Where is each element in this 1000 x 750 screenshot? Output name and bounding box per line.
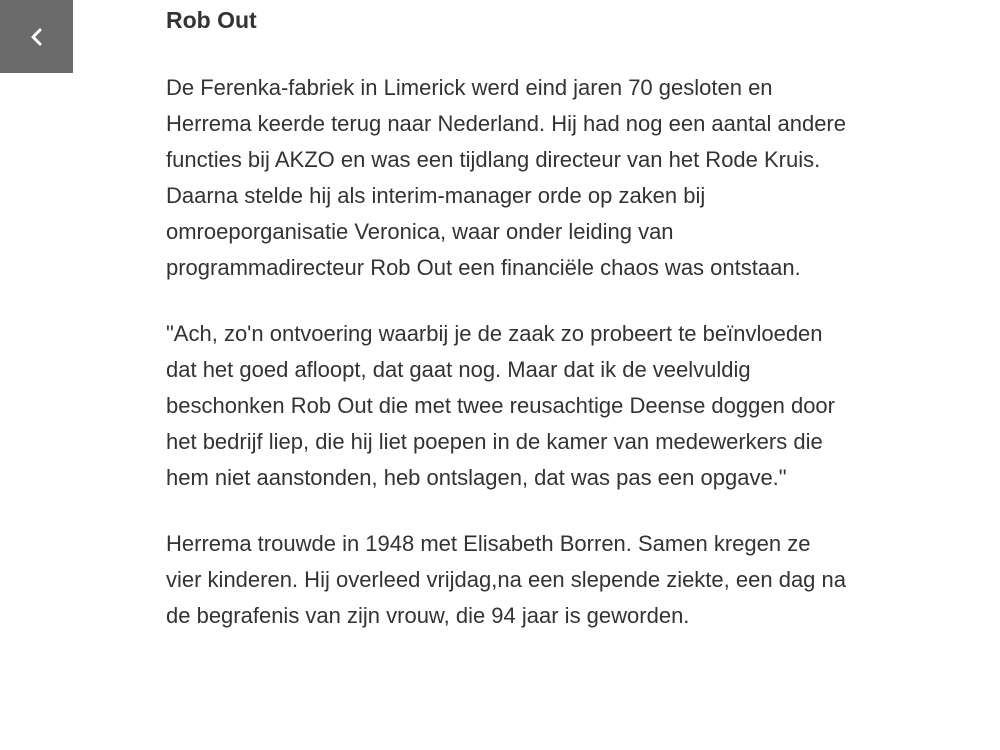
quote-paragraph: "Ach, zo'n ontvoering waarbij je de zaak zo probeert te beïnvloeden dat het goed afloopt, dat gaat nog. Maar dat ik de veelvuldig beschonken Rob Out die met twee reusachtige Deense doggen door het bedrijf liep, die hij liet poepen in de kamer van medewerkers die hem niet aanstonden, heb ontslagen, dat was pas een opgave." <box>166 321 835 490</box>
section-heading: Rob Out <box>166 7 257 33</box>
chevron-left-icon <box>27 27 47 47</box>
paragraph: De Ferenka-fabriek in Limerick werd eind jaren 70 gesloten en Herrema keerde terug naar Nederland. Hij had nog een aantal andere functies bij AKZO en was een tijdlang directeur van het Rode Kruis. Daarna stelde hij als interim-manager orde op zaken bij omroeporganisatie Veronica, waar onder leiding van programmadirecteur Rob Out een financiële chaos was ontstaan. <box>166 75 846 280</box>
paragraph: Herrema trouwde in 1948 met Elisabeth Borren. Samen kregen ze vier kinderen. Hij overleed vrijdag,na een slepende ziekte, een dag na de begrafenis van zijn vrouw, die 94 jaar is geworden. <box>166 531 846 628</box>
article-body <box>166 0 846 634</box>
back-button[interactable] <box>0 0 73 73</box>
